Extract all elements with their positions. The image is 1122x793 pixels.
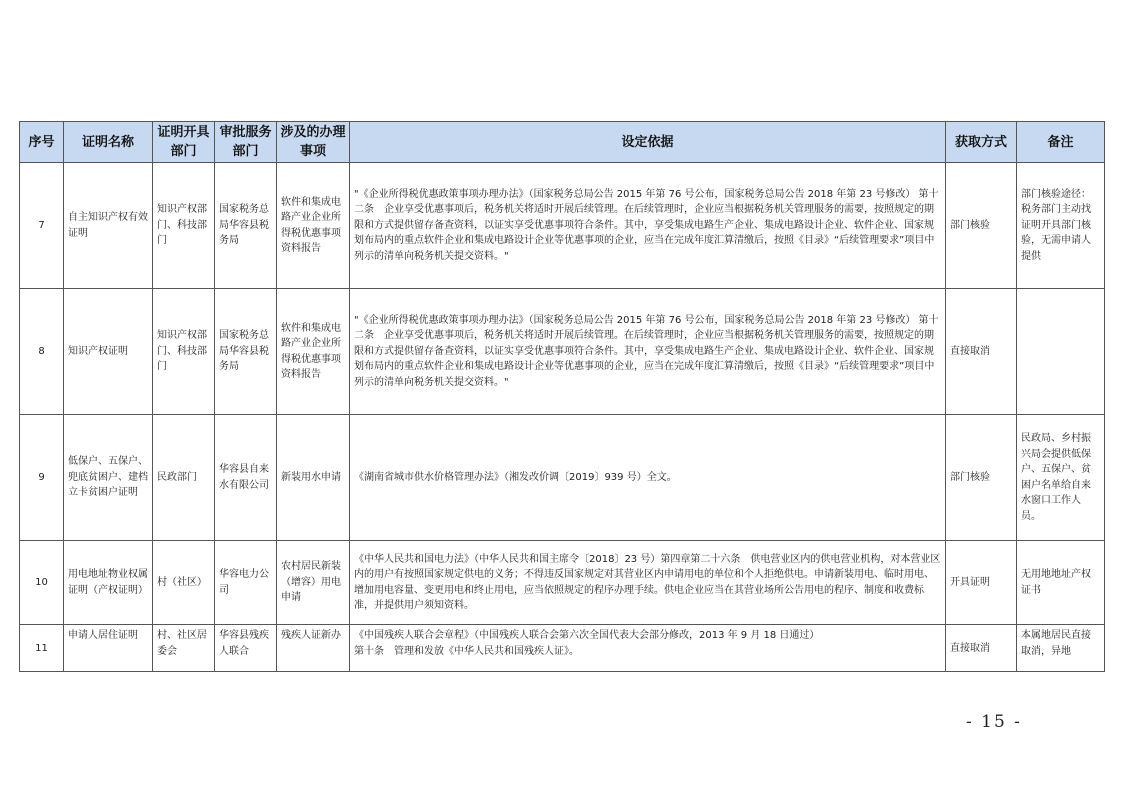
row-matter: 新装用水申请 — [277, 415, 350, 541]
row-basis-line: 第十条 管理和发放《中华人民共和国残疾人证》。 — [354, 645, 579, 657]
row-name: 用电地址物业权属证明（产权证明） — [64, 541, 153, 625]
row-basis: 《中华人民共和国电力法》（中华人民共和国主席令〔2018〕23 号）第四章第二十六条 供电营业区内的供电营业机构，对本营业区内的用户有按照国家规定供电的义务；不得违反国家规定对其营业区内申请用电的单位和个人拒绝供电。申请新装用电、临时用电、增加用电容量、变更用电和终止用电，应当依照规定的程序办理手续。供电企业应当在其营业场所公告用电的程序、制度和收费标准，并提供用户须知资料。 — [350, 541, 946, 625]
row-approver: 国家税务总局华容县税务局 — [215, 163, 277, 289]
header-method: 获取方式 — [946, 122, 1017, 163]
header-issuer: 证明开具部门 — [153, 122, 215, 163]
row-name: 自主知识产权有效证明 — [64, 163, 153, 289]
page-number: - 15 - — [966, 712, 1022, 732]
row-issuer: 知识产权部门、科技部门 — [153, 289, 215, 415]
row-name: 知识产权证明 — [64, 289, 153, 415]
row-remark — [1017, 289, 1105, 415]
header-remark: 备注 — [1017, 122, 1105, 163]
table-header-row — [20, 122, 1105, 163]
row-remark: 部门核验途径：税务部门主动找证明开具部门核验，无需申请人提供 — [1017, 163, 1105, 289]
row-approver: 国家税务总局华容县税务局 — [215, 289, 277, 415]
row-method: 部门核验 — [946, 163, 1017, 289]
row-matter: 软件和集成电路产业企业所得税优惠事项资料报告 — [277, 289, 350, 415]
row-name: 低保户、五保户、兜底贫困户、建档立卡贫困户证明 — [64, 415, 153, 541]
table-row — [20, 541, 1105, 625]
row-matter: 残疾人证新办 — [277, 625, 350, 672]
row-issuer: 村（社区） — [153, 541, 215, 625]
row-basis-line: 《中国残疾人联合会章程》（中国残疾人联合会第六次全国代表大会部分修改，2013 年 9 月 18 日通过） — [354, 630, 820, 641]
row-issuer: 村、社区居委会 — [153, 625, 215, 672]
row-basis: 《湖南省城市供水价格管理办法》（湘发改价调〔2019〕939 号）全文。 — [350, 415, 946, 541]
row-method: 开具证明 — [946, 541, 1017, 625]
row-no: 9 — [20, 415, 64, 541]
row-remark: 民政局、乡村振兴局会提供低保户、五保户、贫困户名单给自来水窗口工作人员。 — [1017, 415, 1105, 541]
row-remark: 本属地居民直接取消，异地 — [1017, 625, 1105, 672]
table-row — [20, 289, 1105, 415]
row-matter: 农村居民新装（增容）用电申请 — [277, 541, 350, 625]
table-row — [20, 625, 1105, 672]
row-approver: 华容电力公司 — [215, 541, 277, 625]
header-approver: 审批服务部门 — [215, 122, 277, 163]
row-name: 申请人居住证明 — [64, 625, 153, 672]
row-no: 10 — [20, 541, 64, 625]
row-no: 7 — [20, 163, 64, 289]
table-row — [20, 415, 1105, 541]
row-no: 8 — [20, 289, 64, 415]
row-basis: "《企业所得税优惠政策事项办理办法》（国家税务总局公告 2015 年第 76 号公布，国家税务总局公告 2018 年第 23 号修改） 第十二条 企业享受优惠事项后，税务机关将适时开展后续管理。在后续管理时，企业应当根据税务机关管理服务的需要，按照规定的期限和方式提供留存备查资料，以证实享受优惠事项符合条件。其中，享受集成电路生产企业、集成电路设计企业、软件企业、国家规划布局内的重点软件企业和集成电路设计企业等优惠事项的企业，应当在完成年度汇算清缴后，按照《目录》“后续管理要求”项目中列示的清单向税务机关提交资料。" — [350, 163, 946, 289]
row-matter: 软件和集成电路产业企业所得税优惠事项资料报告 — [277, 163, 350, 289]
certificate-table — [19, 121, 1105, 672]
table-row — [20, 163, 1105, 289]
header-no: 序号 — [20, 122, 64, 163]
header-name: 证明名称 — [64, 122, 153, 163]
row-no: 11 — [20, 625, 64, 672]
header-matter: 涉及的办理事项 — [277, 122, 350, 163]
row-method: 直接取消 — [946, 289, 1017, 415]
row-method: 部门核验 — [946, 415, 1017, 541]
row-issuer: 民政部门 — [153, 415, 215, 541]
row-basis — [350, 625, 946, 672]
row-basis: "《企业所得税优惠政策事项办理办法》（国家税务总局公告 2015 年第 76 号公布，国家税务总局公告 2018 年第 23 号修改） 第十二条 企业享受优惠事项后，税务机关将适时开展后续管理。在后续管理时，企业应当根据税务机关管理服务的需要，按照规定的期限和方式提供留存备查资料，以证实享受优惠事项符合条件。其中，享受集成电路生产企业、集成电路设计企业、软件企业、国家规划布局内的重点软件企业和集成电路设计企业等优惠事项的企业，应当在完成年度汇算清缴后，按照《目录》“后续管理要求”项目中列示的清单向税务机关提交资料。" — [350, 289, 946, 415]
row-remark: 无用地地址产权证书 — [1017, 541, 1105, 625]
row-issuer: 知识产权部门、科技部门 — [153, 163, 215, 289]
row-approver: 华容县残疾人联合 — [215, 625, 277, 672]
header-basis: 设定依据 — [350, 122, 946, 163]
row-method: 直接取消 — [946, 625, 1017, 672]
row-approver: 华容县自来水有限公司 — [215, 415, 277, 541]
